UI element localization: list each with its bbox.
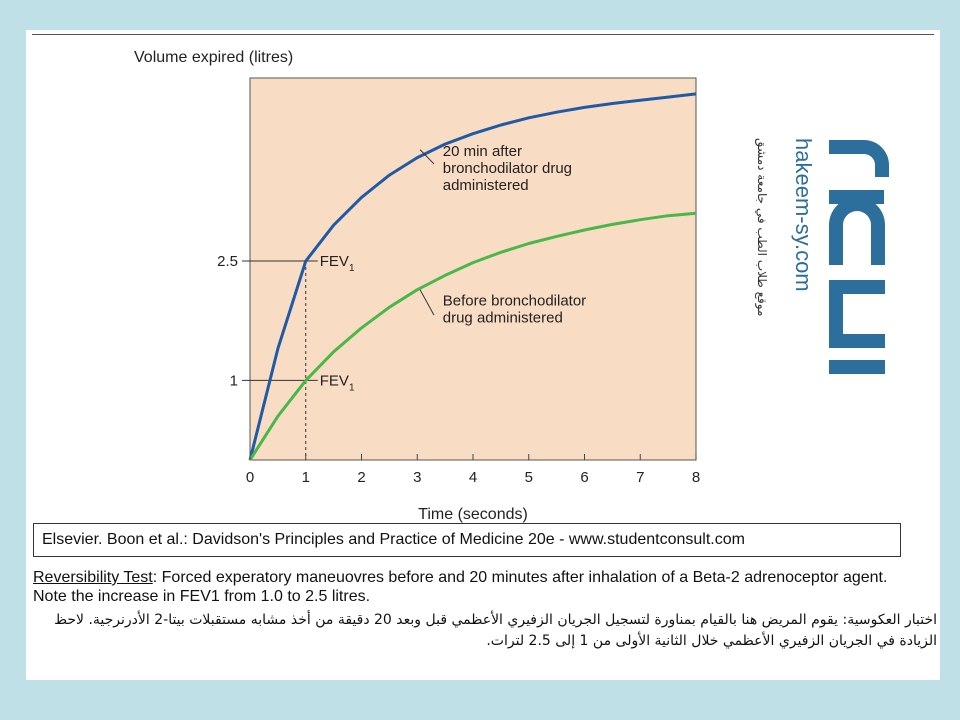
fev1-label: $FEV_1$ <box>319 372 355 394</box>
x-tick-label: 8 <box>691 469 701 486</box>
series-after-label: 20 min after <box>442 142 522 160</box>
caption-arabic <box>33 610 937 652</box>
logo-tagline: موقع طلاب الطب في جامعة دمشق <box>755 138 769 317</box>
logo-domain: hakeem-sy.com <box>791 138 816 292</box>
caption-text: : Forced experatory maneuovres before and 20 minutes after inhalation of a Beta-2 adrenoceptor agent. Note the increase in FEV1 from 1.0 to 2.5 litres. <box>33 569 888 605</box>
x-tick-label: 2 <box>357 469 366 486</box>
hakeem-logo <box>744 130 894 410</box>
x-tick-label: 3 <box>413 469 422 486</box>
x-tick-label: 0 <box>245 469 255 486</box>
series-after-label: bronchodilator drug <box>442 159 573 177</box>
series-before-label: drug administered <box>442 309 563 327</box>
y-tick-label: 1 <box>229 372 238 390</box>
y-tick-label: 2.5 <box>217 253 238 271</box>
logo-mark <box>829 140 889 374</box>
citation-box: Elsevier. Boon et al.: Davidson's Principles and Practice of Medicine 20e - www.studentconsult.com <box>33 523 901 557</box>
series-after-label: administered <box>442 176 529 194</box>
caption-term: Reversibility Test <box>33 569 153 586</box>
x-tick-label: 6 <box>580 469 589 486</box>
fev1-label: $FEV_1$ <box>319 253 355 275</box>
x-tick-label: 4 <box>468 469 478 486</box>
x-axis-label: Time (seconds) <box>418 506 528 523</box>
y-axis-label: Volume expired (litres) <box>134 49 294 66</box>
logo-word: حكيم <box>744 130 747 131</box>
arabic-text: : يقوم المريض هنا بالقيام بمناورة لتسجيل الجريان الزفيري الأعظمي قبل وبعد 20 دقيقة من أخذ مشابه مستقبلات بيتا-2 الأدرنرجية. لاحظ الزيادة في الجريان الزفيري الأعظمي خلال الثانية الأولى من 1 إلى 2.5 لترات. <box>54 612 937 649</box>
slide <box>26 30 940 680</box>
x-tick-label: 5 <box>524 469 533 486</box>
series-before-label: Before bronchodilator <box>442 292 587 310</box>
x-tick-label: 7 <box>636 469 645 486</box>
caption-english <box>33 568 923 606</box>
x-tick-label: 1 <box>301 469 310 486</box>
arabic-term: اختبار العكوسية <box>847 612 937 628</box>
